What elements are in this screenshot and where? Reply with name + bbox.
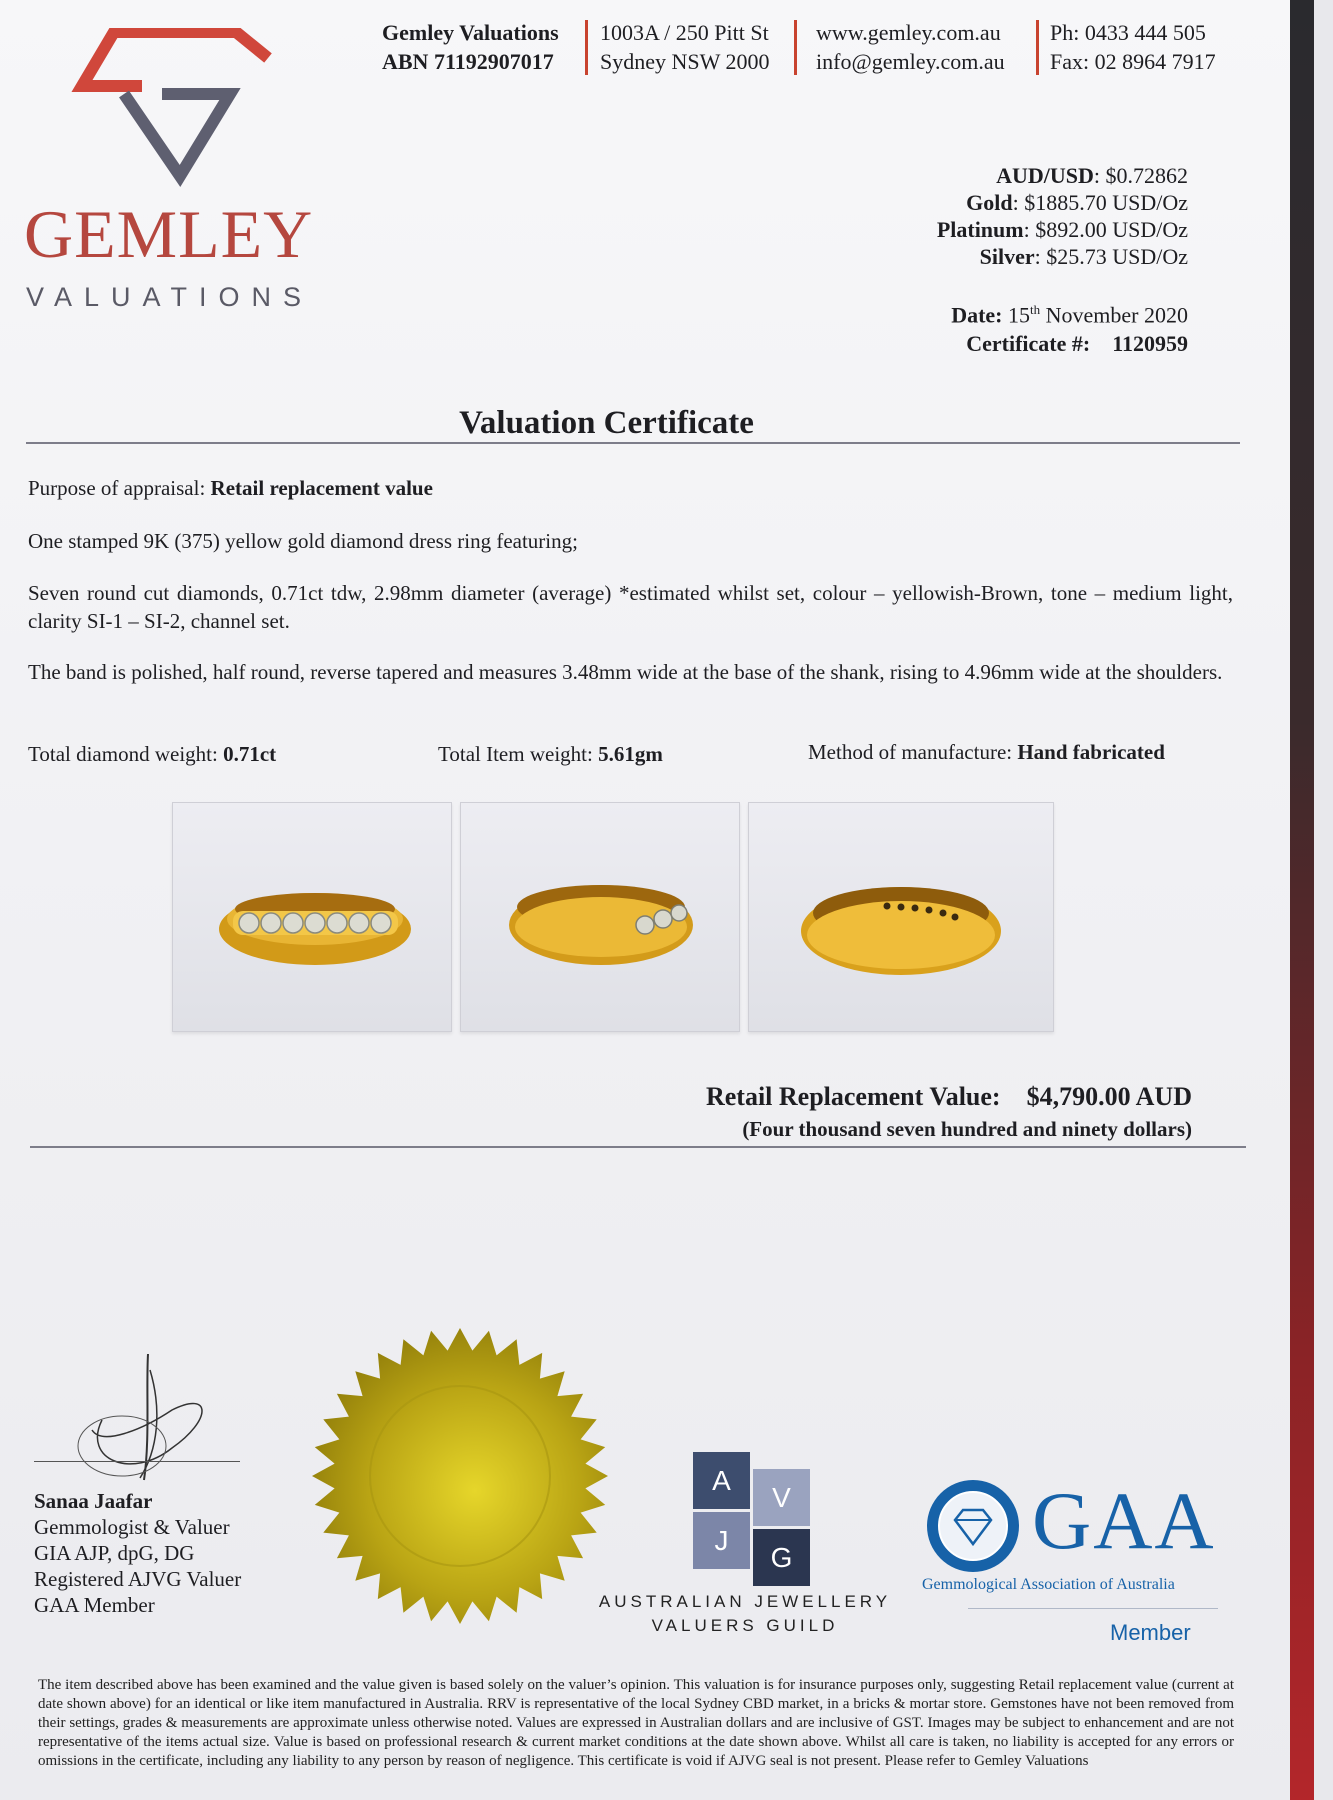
rate-row: Gold: $1885.70 USD/Oz (966, 190, 1188, 215)
valuer-membership: GAA Member (34, 1593, 155, 1617)
fax-number: Fax: 02 8964 7917 (1050, 49, 1216, 74)
ring-photo-front (172, 802, 452, 1032)
header-divider (1036, 20, 1039, 75)
valuer-quals: GIA AJP, dpG, DG (34, 1541, 195, 1565)
valuer-registration: Registered AJVG Valuer (34, 1567, 242, 1591)
gemley-logo-icon (70, 28, 280, 188)
metal-rates (937, 162, 1188, 270)
retail-value-amount: $4,790.00 AUD (1026, 1082, 1192, 1111)
signature-icon (62, 1350, 232, 1490)
signature-line (34, 1461, 240, 1462)
gaa-full-name: Gemmological Association of Australia (922, 1576, 1175, 1593)
disclaimer-text: The item described above has been examined and the value given is based solely on the valuer’s opinion. This valuation is for insurance purposes only, suggesting Retail replacement value (current at date shown above) for an identical or like item manufactured in Australia. RRV is representative of the local Sydney CBD market, in a bricks & mortar store. Gemstones have not been removed from their settings, grades & measurements are approximate unless otherwise noted. Values are expressed in Australian dollars and are inclusive of GST. Images may be subject to enhancement and are not representative of the items actual size. Value is based on professional research & current market conditions at the date shown above. Whilst all care is taken, no liability is accepted for any errors or omissions in the certificate, including any liability to any person by reason of negligence. This certificate is void if AJVG seal is not present. Please refer to Gemley Valuations (38, 1677, 1234, 1769)
page-edge-binding (1290, 0, 1314, 1800)
company-name: Gemley Valuations (382, 20, 559, 45)
website-link[interactable]: www.gemley.com.au (816, 20, 1001, 45)
valuer-name: Sanaa Jaafar (34, 1489, 153, 1513)
retail-value-words: (Four thousand seven hundred and ninety dollars) (742, 1117, 1192, 1141)
ajvg-letter: A (693, 1452, 750, 1509)
address-line-1: 1003A / 250 Pitt St (600, 20, 769, 45)
ajvg-letter: G (753, 1529, 810, 1586)
ring-photo-side (748, 802, 1054, 1032)
ajvg-letter: V (753, 1469, 810, 1526)
gold-seal-icon (310, 1326, 610, 1626)
ajvg-caption: AUSTRALIAN JEWELLERY VALUERS GUILD (598, 1592, 892, 1635)
header-divider (585, 20, 588, 75)
band-description: The band is polished, half round, reverse tapered and measures 3.48mm wide at the base of the shank, rising to 4.96mm wide at the shoulders. (28, 660, 1223, 684)
value-rule (30, 1146, 1246, 1148)
gaa-divider (968, 1608, 1218, 1609)
brand-subtitle: VALUATIONS (26, 282, 314, 312)
item-summary: One stamped 9K (375) yellow gold diamond dress ring featuring; (28, 529, 578, 553)
ajvg-letter: J (693, 1512, 750, 1569)
diamond-description: Seven round cut diamonds, 0.71ct tdw, 2.98mm diameter (average) *estimated whilst set, colour – yellowish-Brown, tone – medium light, clarity SI-1 – SI-2, channel set. (28, 581, 1233, 633)
rate-row: Silver: $25.73 USD/Oz (979, 244, 1188, 269)
certificate-meta (951, 295, 1188, 358)
ring-photo-angle (460, 802, 740, 1032)
spec-item-weight: Total Item weight: 5.61gm (438, 742, 663, 766)
title-rule (26, 442, 1240, 444)
certificate-number-row: Certificate #: 1120959 (966, 331, 1188, 357)
brand-name: GEMLEY (24, 196, 314, 272)
company-block (382, 18, 559, 76)
email-link[interactable]: info@gemley.com.au (816, 49, 1005, 74)
valuer-title: Gemmologist & Valuer (34, 1515, 230, 1539)
header-divider (794, 20, 797, 75)
spec-manufacture: Method of manufacture: Hand fabricated (808, 740, 1165, 764)
document-title: Valuation Certificate (459, 405, 754, 441)
background-edge (1314, 0, 1333, 1800)
address-block (600, 18, 770, 76)
rate-row: AUD/USD: $0.72862 (996, 163, 1188, 188)
phone-block (1050, 18, 1216, 76)
retail-value: Retail Replacement Value: $4,790.00 AUD (705, 1082, 1192, 1111)
company-abn: ABN 71192907017 (382, 49, 554, 74)
gaa-emblem-icon (925, 1478, 1021, 1574)
address-line-2: Sydney NSW 2000 (600, 49, 770, 74)
date-row: Date: 15th November 2020 (951, 302, 1188, 328)
web-block (816, 18, 1005, 76)
spec-total-diamond: Total diamond weight: 0.71ct (28, 742, 277, 766)
valuer-details (34, 1488, 241, 1618)
phone-number: Ph: 0433 444 505 (1050, 20, 1206, 45)
gaa-member-label: Member (1110, 1620, 1191, 1645)
gaa-abbreviation: GAA (1032, 1475, 1216, 1566)
rate-row: Platinum: $892.00 USD/Oz (936, 217, 1188, 242)
purpose-line: Purpose of appraisal: Retail replacement value (28, 476, 433, 500)
